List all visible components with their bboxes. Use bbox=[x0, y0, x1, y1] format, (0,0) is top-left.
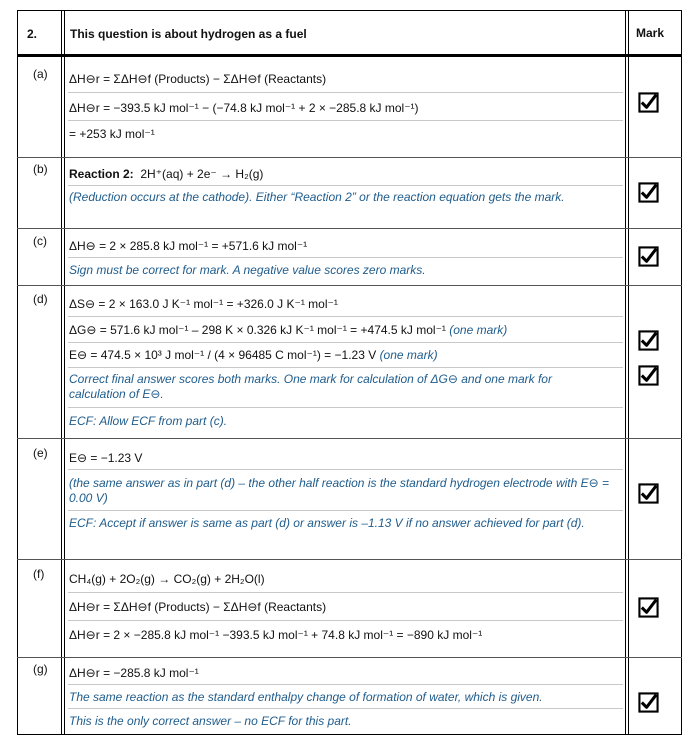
mark-annotation: (one mark) bbox=[379, 348, 438, 362]
mark-column-header: Mark bbox=[636, 26, 665, 40]
divider bbox=[68, 185, 623, 186]
answer-text: E⊖ = 474.5 × 10³ J mol⁻¹ / (4 × 96485 C mol⁻¹) = −1.23 V bbox=[69, 348, 377, 362]
divider bbox=[68, 120, 623, 121]
reaction-equation: CH₄(g) + 2O₂(g) → CO₂(g) + 2H₂O(l) bbox=[69, 572, 265, 586]
row-rule bbox=[17, 157, 682, 158]
marking-note: (the same answer as in part (d) – the other half reaction is the standard hydrogen electrode with E⊖ = 0.00 V) bbox=[69, 476, 610, 505]
checked-box-icon bbox=[638, 182, 659, 203]
reaction-label: Reaction 2: bbox=[69, 167, 134, 181]
answer-line: ΔH⊖ = 2 × 285.8 kJ mol⁻¹ = +571.6 kJ mol⁻¹ bbox=[69, 239, 308, 253]
checked-box-icon bbox=[638, 365, 659, 386]
table-border-bottom bbox=[17, 734, 682, 735]
marking-note: ECF: Accept if answer is same as part (d) or answer is –1.13 V if no answer achieved for part (d). bbox=[69, 516, 585, 530]
answer-line bbox=[69, 167, 263, 181]
row-rule bbox=[17, 438, 682, 439]
divider bbox=[68, 708, 623, 709]
row-rule bbox=[17, 228, 682, 229]
answer-text: ΔG⊖ = 571.6 kJ mol⁻¹ – 298 K × 0.326 kJ K⁻¹ mol⁻¹ = +474.5 kJ mol⁻¹ bbox=[69, 323, 446, 337]
question-title: This question is about hydrogen as a fuel bbox=[70, 27, 307, 41]
answer-line: ΔS⊖ = 2 × 163.0 J K⁻¹ mol⁻¹ = +326.0 J K⁻¹ mol⁻¹ bbox=[69, 297, 338, 311]
answer-line: ΔH⊖r = ΣΔH⊖f (Products) − ΣΔH⊖f (Reactants) bbox=[69, 72, 327, 86]
answer-line: = +253 kJ mol⁻¹ bbox=[69, 127, 155, 141]
row-rule bbox=[17, 285, 682, 286]
divider bbox=[68, 592, 623, 593]
checked-box-icon bbox=[638, 692, 659, 713]
marking-note: (Reduction occurs at the cathode). Either “Reaction 2” or the reaction equation gets the mark. bbox=[69, 190, 565, 204]
answer-line bbox=[69, 323, 507, 337]
answer-line: ΔH⊖r = 2 × −285.8 kJ mol⁻¹ −393.5 kJ mol⁻¹ + 74.8 kJ mol⁻¹ = −890 kJ mol⁻¹ bbox=[69, 628, 483, 642]
part-label-b: (b) bbox=[33, 162, 48, 176]
marking-note: The same reaction as the standard enthalpy change of formation of water, which is given. bbox=[69, 690, 543, 704]
checked-box-icon bbox=[638, 246, 659, 267]
marking-note: Correct final answer scores both marks. One mark for calculation of ΔG⊖ and one mark for calculation of E⊖. bbox=[69, 372, 552, 401]
table-border-left bbox=[17, 10, 18, 735]
divider bbox=[68, 316, 623, 317]
reaction-equation: 2H⁺(aq) + 2e⁻ → H₂(g) bbox=[140, 167, 264, 181]
header-rule bbox=[17, 54, 682, 57]
divider bbox=[68, 92, 623, 93]
answer-line bbox=[69, 348, 438, 362]
divider bbox=[68, 342, 623, 343]
divider bbox=[68, 684, 623, 685]
mark-annotation: (one mark) bbox=[449, 323, 508, 337]
part-label-g: (g) bbox=[33, 662, 48, 676]
checked-box-icon bbox=[638, 597, 659, 618]
marking-note: This is the only correct answer – no ECF for this part. bbox=[69, 714, 352, 728]
marking-note: ECF: Allow ECF from part (c). bbox=[69, 414, 228, 428]
row-rule bbox=[17, 657, 682, 658]
checked-box-icon bbox=[638, 483, 659, 504]
mark-scheme-table bbox=[17, 10, 682, 743]
part-label-c: (c) bbox=[33, 234, 47, 248]
marking-note: Sign must be correct for mark. A negative value scores zero marks. bbox=[69, 263, 426, 277]
table-border-right bbox=[681, 10, 682, 735]
divider bbox=[68, 407, 623, 408]
answer-line: E⊖ = −1.23 V bbox=[69, 451, 143, 465]
checked-box-icon bbox=[638, 330, 659, 351]
part-label-e: (e) bbox=[33, 446, 48, 460]
column-rule bbox=[625, 10, 626, 735]
row-rule bbox=[17, 559, 682, 560]
answer-line: ΔH⊖r = ΣΔH⊖f (Products) − ΣΔH⊖f (Reactants) bbox=[69, 600, 327, 614]
column-rule bbox=[628, 10, 629, 735]
part-label-a: (a) bbox=[33, 67, 48, 81]
table-border-top bbox=[17, 10, 682, 11]
column-rule bbox=[64, 10, 65, 735]
divider bbox=[68, 510, 623, 511]
checked-box-icon bbox=[638, 92, 659, 113]
part-label-d: (d) bbox=[33, 292, 48, 306]
question-number: 2. bbox=[27, 27, 38, 41]
answer-line: ΔH⊖r = −285.8 kJ mol⁻¹ bbox=[69, 666, 199, 680]
column-rule bbox=[61, 10, 62, 735]
divider bbox=[68, 620, 623, 621]
divider bbox=[68, 367, 623, 368]
part-label-f: (f) bbox=[33, 567, 45, 581]
divider bbox=[68, 257, 623, 258]
answer-line: ΔH⊖r = −393.5 kJ mol⁻¹ − (−74.8 kJ mol⁻¹ + 2 × −285.8 kJ mol⁻¹) bbox=[69, 101, 419, 115]
divider bbox=[68, 469, 623, 470]
